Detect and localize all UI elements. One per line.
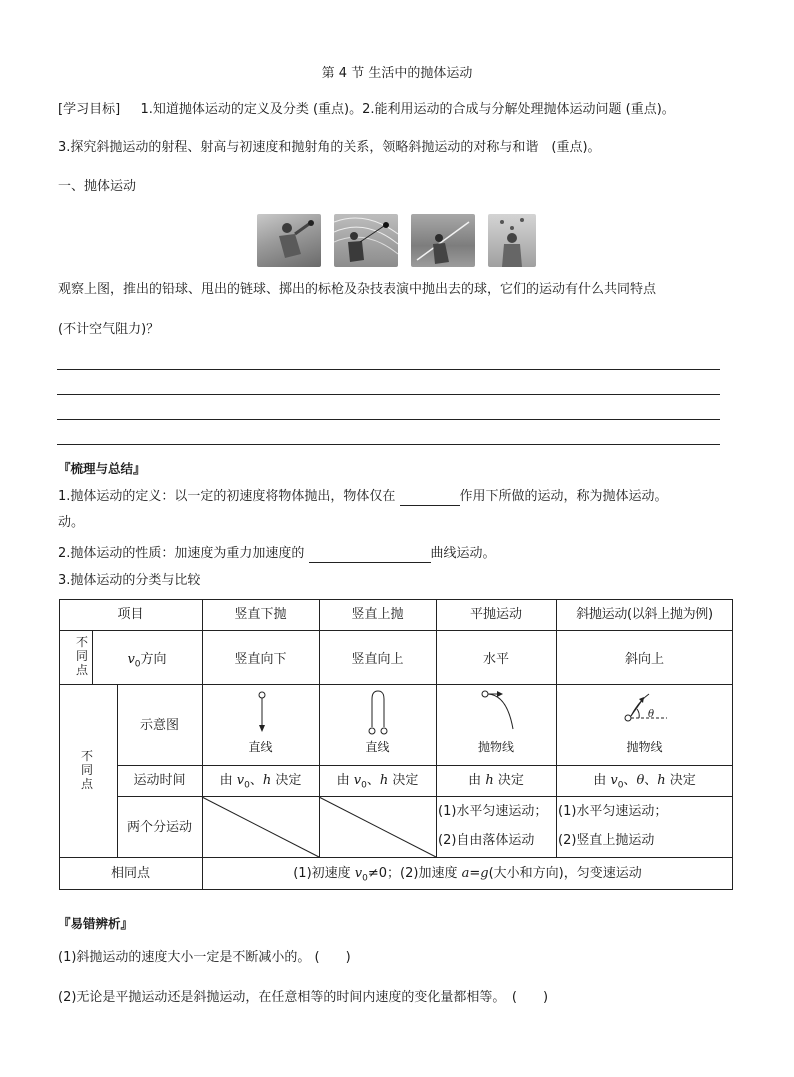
time-text: 、 xyxy=(644,773,658,788)
header-vertical-up: 竖直上抛 xyxy=(351,607,404,622)
components-oblique-2: (2)竖直上抛运动 xyxy=(558,833,655,848)
v-subscript: 0 xyxy=(362,873,368,884)
header-item: 项目 xyxy=(117,607,144,622)
same-text: (大小和方向)，匀变速运动 xyxy=(488,866,642,881)
row-label-same: 相同点 xyxy=(110,866,150,881)
components-oblique-1: (1)水平匀速运动； xyxy=(558,804,668,819)
section-heading-projectile: 一、抛体运动 xyxy=(58,179,137,194)
comparison-table xyxy=(59,599,733,890)
g-symbol: g xyxy=(480,866,489,881)
time-text: 由 xyxy=(593,773,611,788)
page-title: 第 4 节 生活中的抛体运动 xyxy=(321,66,473,81)
time-text: 决定 xyxy=(665,773,696,788)
caption-horizontal: 抛物线 xyxy=(477,740,514,754)
objectives-line-2: 3.探究斜抛运动的射程、射高与初速度和抛射角的关系，领略斜抛运动的对称与和谐 (重点)。 xyxy=(58,140,601,155)
javelin-photo xyxy=(411,214,475,267)
javelin-figure-icon xyxy=(411,214,475,267)
blank-nature[interactable] xyxy=(309,548,431,563)
objectives-tag: [学习目标] xyxy=(58,102,121,117)
v0-dir-vertical-down: 竖直向下 xyxy=(234,652,287,667)
theta-label: θ xyxy=(647,709,655,720)
shot-put-photo xyxy=(257,214,321,267)
time-text: 由 xyxy=(219,773,237,788)
v-symbol: v xyxy=(610,773,618,788)
a-symbol: a xyxy=(461,866,470,881)
observation-question-line-2: (不计空气阻力)？ xyxy=(58,322,160,337)
summary-item-2-text-b: 曲线运动。 xyxy=(430,546,496,561)
v0-subscript: 0 xyxy=(134,659,141,670)
v-subscript: 0 xyxy=(617,780,624,791)
time-text: 、 xyxy=(623,773,637,788)
v-symbol: v xyxy=(236,773,245,788)
equals-sign: = xyxy=(469,866,481,881)
vertical-up-diagram xyxy=(365,689,391,737)
answer-line-3[interactable] xyxy=(57,419,720,420)
horizontal-throw-diagram xyxy=(479,687,523,733)
header-vertical-down: 竖直下抛 xyxy=(234,607,287,622)
v-symbol: v xyxy=(354,866,363,881)
blank-force[interactable] xyxy=(400,491,460,506)
observation-question-line-1: 观察上图，推出的铅球、甩出的链球、掷出的标枪及杂技表演中抛出去的球，它们的运动有什么共同特点 xyxy=(58,282,657,297)
diff-label-top: 不同点 xyxy=(75,635,88,677)
summary-item-3: 3.抛体运动的分类与比较 xyxy=(58,573,201,588)
time-horizontal xyxy=(436,769,556,788)
time-text: 、 xyxy=(249,773,263,788)
summary-item-1-wrap: 动。 xyxy=(58,515,85,530)
time-vertical-down xyxy=(202,769,319,791)
diff-label-bottom: 不同点 xyxy=(80,749,93,791)
error-question-2: (2)无论是平抛运动还是斜抛运动，在任意相等的时间内速度的变化量都相等。 ( ) xyxy=(58,990,549,1005)
v0-symbol: v xyxy=(127,652,135,667)
v0-dir-oblique: 斜向上 xyxy=(624,652,664,667)
summary-item-1-text-b: 作用下所做的运动，称为抛体运动。 xyxy=(459,489,668,504)
summary-item-2 xyxy=(58,545,496,563)
time-text: 、 xyxy=(366,773,380,788)
theta-symbol: θ xyxy=(636,773,645,788)
time-text: 决定 xyxy=(493,773,524,788)
shot-put-figure-icon xyxy=(257,214,321,267)
answer-line-1[interactable] xyxy=(57,369,720,370)
caption-vertical-down: 直线 xyxy=(248,740,273,754)
direction-word: 方向 xyxy=(140,652,167,667)
h-symbol: h xyxy=(485,773,494,788)
time-vertical-up xyxy=(319,769,436,791)
juggler-figure-icon xyxy=(488,214,536,267)
answer-line-2[interactable] xyxy=(57,394,720,395)
objectives-text-1: 1.知道抛体运动的定义及分类 (重点)。2.能利用运动的合成与分解处理抛体运动问题 (重点)。 xyxy=(140,102,675,117)
answer-line-4[interactable] xyxy=(57,444,720,445)
hammer-throw-figure-icon xyxy=(334,214,398,267)
header-horizontal: 平抛运动 xyxy=(469,607,522,622)
h-symbol: h xyxy=(379,773,389,788)
row-label-time: 运动时间 xyxy=(133,773,186,788)
components-horizontal-1: (1)水平匀速运动； xyxy=(438,804,548,819)
time-text: 决定 xyxy=(388,773,419,788)
juggling-photo xyxy=(488,214,536,267)
v-symbol: v xyxy=(353,773,362,788)
row-label-v0-direction xyxy=(92,648,202,670)
h-symbol: h xyxy=(657,773,666,788)
objectives-line-1 xyxy=(58,101,675,119)
v0-dir-horizontal: 水平 xyxy=(482,652,509,667)
errors-heading: 『易错辨析』 xyxy=(58,916,134,931)
header-oblique: 斜抛运动(以斜上抛为例) xyxy=(576,607,713,622)
summary-heading: 『梳理与总结』 xyxy=(58,461,146,476)
summary-item-2-text-a: 2.抛体运动的性质：加速度为重力加速度的 xyxy=(58,546,309,561)
same-content xyxy=(202,862,733,884)
time-oblique xyxy=(556,769,733,791)
error-question-1: (1)斜抛运动的速度大小一定是不断减小的。 ( ) xyxy=(58,950,351,965)
summary-item-1 xyxy=(58,488,668,506)
same-text: ≠0；(2)加速度 xyxy=(367,866,462,881)
summary-item-1-text-a: 1.抛体运动的定义：以一定的初速度将物体抛出，物体仅在 xyxy=(58,489,400,504)
v-subscript: 0 xyxy=(244,780,250,791)
caption-vertical-up: 直线 xyxy=(365,740,390,754)
vertical-down-diagram xyxy=(252,691,272,737)
row-label-components: 两个分运动 xyxy=(126,820,192,835)
time-text: 决定 xyxy=(271,773,302,788)
time-text: 由 xyxy=(468,773,486,788)
row-label-diagram: 示意图 xyxy=(139,718,179,733)
components-horizontal-2: (2)自由落体运动 xyxy=(438,833,535,848)
same-text: (1)初速度 xyxy=(293,866,355,881)
v-subscript: 0 xyxy=(361,780,367,791)
caption-oblique: 抛物线 xyxy=(626,740,663,754)
v0-dir-vertical-up: 竖直向上 xyxy=(351,652,404,667)
h-symbol: h xyxy=(262,773,272,788)
time-text: 由 xyxy=(336,773,354,788)
hammer-throw-photo xyxy=(334,214,398,267)
